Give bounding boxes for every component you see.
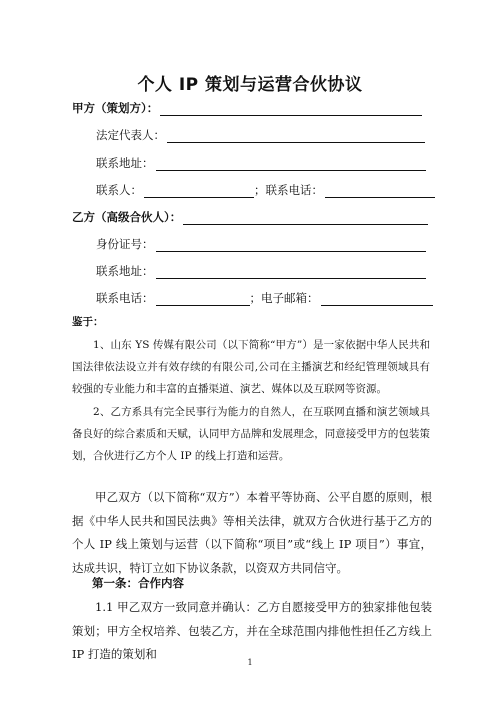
party-a-phone-label: ；联系电话： (254, 183, 323, 197)
party-a-contact-blank[interactable] (144, 185, 254, 198)
preamble-paragraph: 甲乙双方（以下简称“双方”）本着平等协商、公平自愿的原则，根据《中华人民共和国民法典》等相关法律，就双方合伙进行基于乙方的个人 IP 线上策划与运营（以下简称“项目”或“线上 IP 项目”）事宜，达成共识，特订立如下协议条款，以资双方共同信守。 (72, 490, 432, 575)
party-b-blank[interactable] (183, 212, 428, 225)
recital-2: 2、乙方系具有完全民事行为能力的自然人，在互联网直播和演艺领域具备良好的综合素质和天赋，认同甲方品牌和发展理念，同意接受甲方的包装策划，合伙进行乙方个人 IP 的线上打造和运营。 (72, 406, 430, 462)
party-a-phone-blank[interactable] (325, 185, 435, 198)
party-a-row (72, 100, 422, 116)
party-b-address-blank[interactable] (156, 266, 426, 279)
party-b-email-label: ；电子邮箱： (249, 291, 319, 305)
party-b-address-row (96, 263, 426, 279)
party-a-address-row (96, 155, 426, 171)
party-a-blank[interactable] (160, 103, 422, 116)
legal-rep-label: 法定代表人： (96, 128, 165, 142)
legal-rep-row (96, 127, 425, 143)
page-number: 1 (247, 658, 253, 667)
clause-1-1: 1.1 甲乙双方一致同意并确认：乙方自愿接受甲方的独家排他包装策划；甲方全权培养、包装乙方，并在全球范围内排他性担任乙方线上 IP 打造的策划和 (72, 600, 432, 661)
party-a-contact-label: 联系人： (96, 183, 142, 197)
party-b-label: 乙方（高级合伙人）： (72, 210, 182, 224)
party-a-label: 甲方（策划方）： (72, 101, 159, 115)
recital-1: 1、山东 YS 传媒有限公司（以下简称“甲方”）是一家依据中华人民共和国法律依法设立并有效存续的有限公司,公司在主播演艺和经纪管理领域具有较强的专业能力和丰富的直播渠道、演艺、媒体以及互联网等资源。 (72, 339, 430, 395)
id-number-blank[interactable] (156, 239, 426, 252)
id-number-row (96, 236, 426, 252)
party-b-email-blank[interactable] (321, 293, 433, 306)
party-b-phone-row (96, 290, 433, 306)
id-number-label: 身份证号： (96, 237, 154, 251)
document-title: 个人 IP 策划与运营合伙协议 (137, 75, 363, 95)
party-b-row (72, 209, 428, 225)
party-a-address-blank[interactable] (156, 158, 426, 171)
party-b-address-label: 联系地址： (96, 264, 154, 278)
party-a-contact-row (96, 182, 435, 198)
party-a-address-label: 联系地址： (96, 156, 154, 170)
article-1-heading: 第一条：合作内容 (92, 576, 184, 590)
whereas-label: 鉴于： (72, 316, 104, 328)
party-b-phone-label: 联系电话： (96, 291, 154, 305)
legal-rep-blank[interactable] (167, 130, 425, 143)
party-b-phone-blank[interactable] (156, 293, 250, 306)
